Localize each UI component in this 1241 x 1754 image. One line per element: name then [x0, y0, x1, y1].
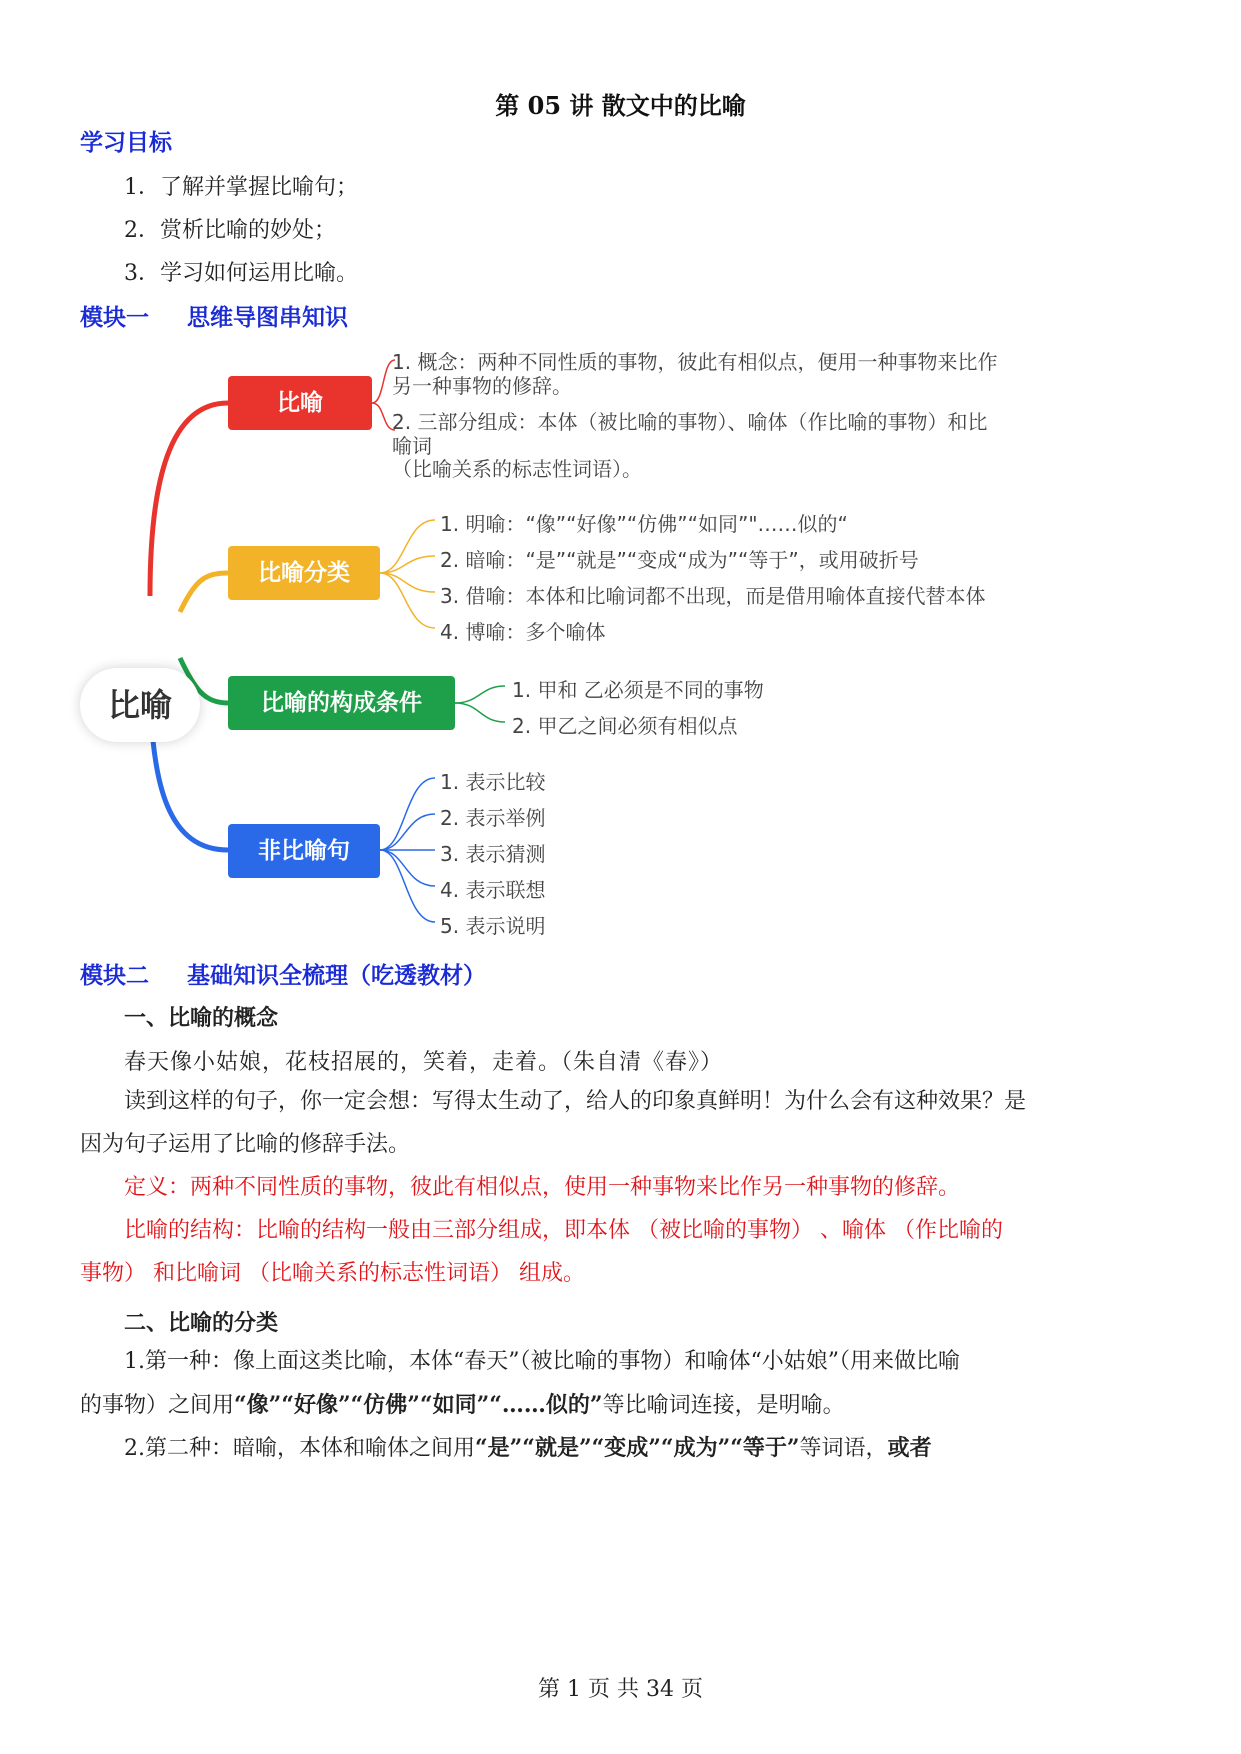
- mindmap-leaf: 另一种事物的修辞。: [392, 374, 572, 398]
- mindmap-leaf: 3. 借喻：本体和比喻词都不出现，而是借用喻体直接代替本体: [440, 584, 986, 608]
- goal-item: 1．了解并掌握比喻句；: [124, 175, 358, 200]
- branch-yellow: [180, 573, 228, 612]
- goals-heading: 学习目标: [80, 130, 172, 156]
- paragraph-text: 的事物）之间用: [80, 1393, 235, 1418]
- goal-item: 2．赏析比喻的妙处；: [124, 218, 336, 243]
- module2-heading: [80, 957, 486, 990]
- paragraph-text: 2.第二种：暗喻，本体和喻体之间用: [124, 1436, 475, 1461]
- paragraph-line: 因为句子运用了比喻的修辞手法。: [80, 1132, 411, 1157]
- mindmap-node-types: 比喻分类: [228, 546, 380, 600]
- mindmap-leaf: 4. 表示联想: [440, 878, 546, 902]
- module1-heading: [80, 299, 348, 332]
- module2-label: 模块二: [80, 963, 149, 989]
- mindmap-leaf: 1. 表示比较: [440, 770, 546, 794]
- section-heading: 二、比喻的分类: [124, 1311, 279, 1336]
- module1-title: 思维导图串知识: [187, 305, 348, 331]
- mindmap-leaf: 4. 博喻：多个喻体: [440, 620, 606, 644]
- mindmap-leaf: 喻词: [392, 434, 432, 458]
- paragraph-line: [80, 1381, 845, 1430]
- mindmap-node-metaphor: 比喻: [228, 376, 372, 430]
- mindmap-node-non-metaphor: 非比喻句: [228, 824, 380, 878]
- mindmap-node-conditions: 比喻的构成条件: [228, 676, 455, 730]
- bold-keywords: 或者: [887, 1435, 932, 1461]
- mindmap-leaf: 3. 表示猜测: [440, 842, 546, 866]
- structure-text: 事物） 和比喻词 （比喻关系的标志性词语） 组成。: [80, 1261, 585, 1286]
- bold-keywords: “是”“就是”“变成”“成为”“等于”: [475, 1435, 800, 1461]
- mindmap-leaf: （比喻关系的标志性词语）。: [392, 457, 642, 481]
- structure-text: 比喻的结构：比喻的结构一般由三部分组成，即本体 （被比喻的事物） 、喻体 （作比喻的: [124, 1218, 1003, 1243]
- mindmap-leaf: 1. 明喻：“像”“好像”“仿佛”“如同”"……似的“: [440, 512, 848, 536]
- example-quote: 春天像小姑娘，花枝招展的，笑着，走着。（朱自清《春》）: [124, 1050, 724, 1075]
- paragraph-line: 读到这样的句子，你一定会想：写得太生动了，给人的印象真鲜明！为什么会有这种效果？是: [124, 1089, 1027, 1114]
- paragraph-text: 等比喻词连接，是明喻。: [602, 1393, 845, 1418]
- branch-red: [150, 403, 228, 596]
- goal-item: 3．学习如何运用比喻。: [124, 261, 358, 286]
- definition-text: 定义：两种不同性质的事物，彼此有相似点，使用一种事物来比作另一种事物的修辞。: [124, 1175, 961, 1200]
- mindmap-leaf: 2. 暗喻：“是”“就是”“变成“成为”“等于”，或用破折号: [440, 548, 919, 572]
- paragraph-line: 1.第一种：像上面这类比喻，本体“春天”（被比喻的事物）和喻体“小姑娘”（用来做比喻: [124, 1349, 960, 1374]
- section-heading: 一、比喻的概念: [124, 1006, 279, 1031]
- mindmap-leaf: 2. 甲乙之间必须有相似点: [512, 714, 738, 738]
- module1-label: 模块一: [80, 305, 149, 331]
- mindmap-leaf: 5. 表示说明: [440, 914, 546, 938]
- mindmap-leaf: 2. 表示举例: [440, 806, 546, 830]
- mindmap-leaf: 1. 甲和 乙必须是不同的事物: [512, 678, 764, 702]
- paragraph-line: [124, 1424, 932, 1473]
- module2-title: 基础知识全梳理（吃透教材）: [187, 963, 486, 989]
- bold-keywords: “像”“好像”“仿佛”“如同”“……似的”: [234, 1392, 603, 1418]
- paragraph-text: 等词语，: [799, 1436, 888, 1461]
- mindmap-leaf: 2. 三部分组成：本体（被比喻的事物）、喻体（作比喻的事物）和比: [392, 410, 988, 434]
- mindmap-leaf: 1. 概念：两种不同性质的事物，彼此有相似点，便用一种事物来比作: [392, 350, 998, 374]
- page-footer: 第 1 页 共 34 页: [538, 1677, 703, 1702]
- mindmap-root: 比喻: [80, 668, 200, 742]
- page-title: 第 05 讲 散文中的比喻: [495, 91, 746, 120]
